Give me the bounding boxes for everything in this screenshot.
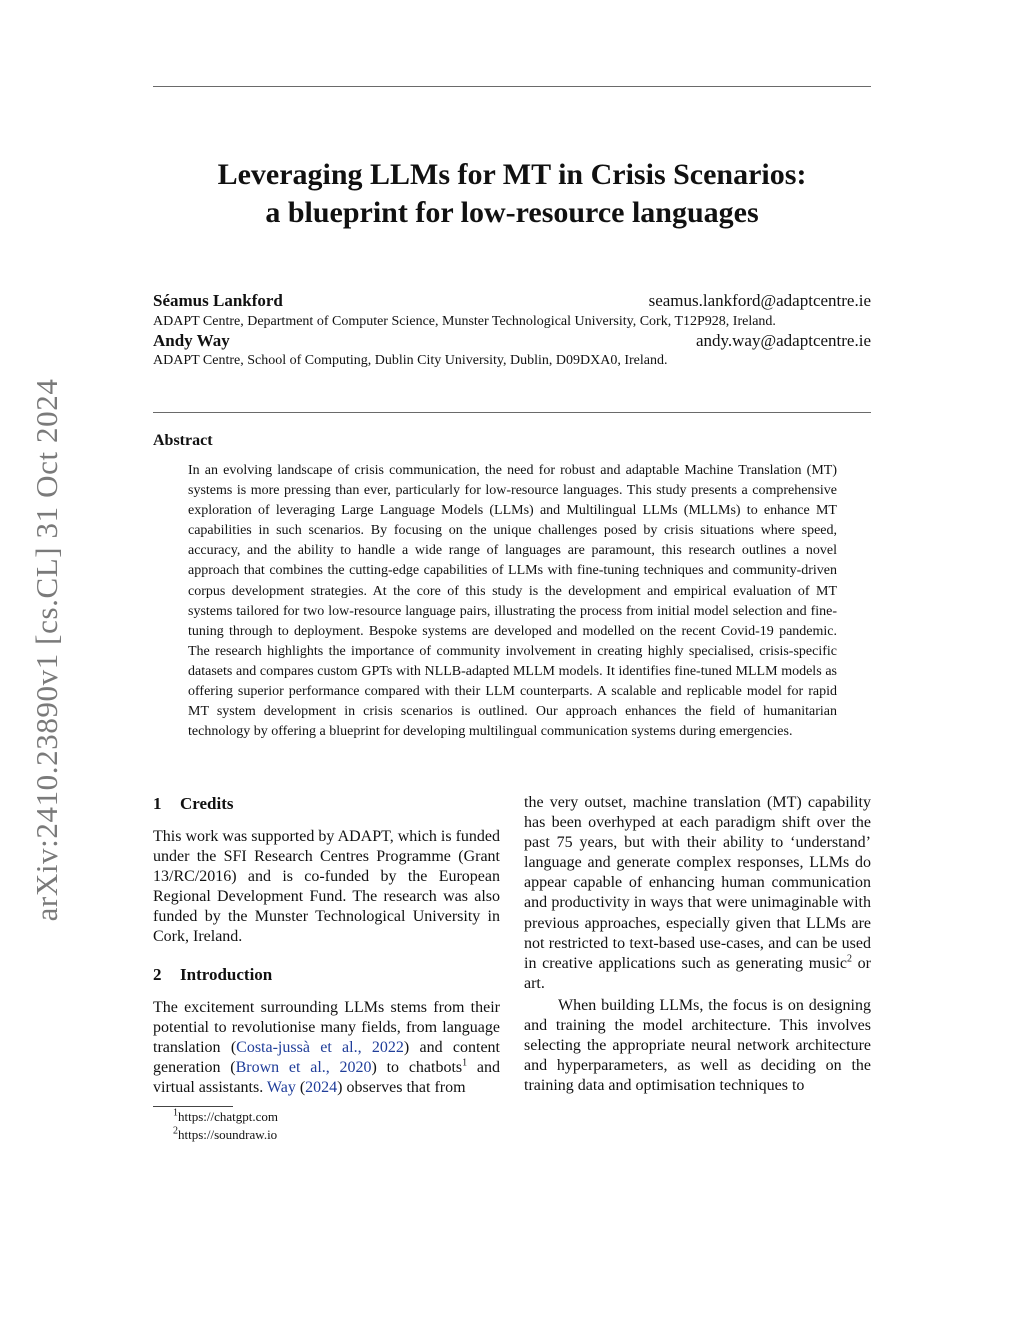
section-heading-credits: [153, 793, 500, 815]
author-email[interactable]: seamus.lankford@adaptcentre.ie: [648, 291, 871, 310]
footnote-mark: 1: [173, 1107, 178, 1119]
intro-paragraph-1: The excitement surrounding LLMs stems from their potential to revolutionise many fields, from language translation (Costa-jussà et al., 2022) and content generation (Brown et al., 2020) to chatbots$^1$ and virtual assistants. Way (2024) observes that from: [153, 998, 500, 1096]
citation-link[interactable]: Way: [266, 1078, 296, 1096]
author-name: Séamus Lankford: [153, 291, 283, 310]
footnote-url[interactable]: https://soundraw.io: [178, 1127, 278, 1142]
arxiv-side-stamp: arXiv:2410.23890v1 [cs.CL] 31 Oct 2024: [29, 378, 64, 922]
footnote-mark: 2: [173, 1125, 178, 1137]
paper-title: [153, 156, 871, 232]
top-rule: [153, 86, 871, 87]
header-rule: [153, 412, 871, 413]
left-column: [153, 793, 500, 1098]
right-column: [524, 793, 871, 1096]
author-row-1: [153, 291, 871, 311]
footnote-url[interactable]: https://chatgpt.com: [178, 1109, 279, 1124]
section-title: Credits: [180, 794, 234, 813]
footnote-marker[interactable]: 1: [462, 1057, 468, 1069]
author-affiliation: ADAPT Centre, Department of Computer Science, Munster Technological University, Cork, T12P928, Ireland.: [153, 314, 776, 329]
title-line-1: Leveraging LLMs for MT in Crisis Scenarios:: [217, 158, 807, 191]
section-number: 2: [153, 964, 162, 984]
intro-paragraph-1-continued: the very outset, machine translation (MT) capability has been overhyped at each paradigm shift over the past 75 years, but with their ability to ‘understand’ language and generate complex responses, LLMs do appear capable of enhancing human communication and productivity in ways that were unimaginable with previous approaches, especially given that LLMs are not restricted to text-based use-cases, and can be used in creative applications such as generating music$^2$ or art.: [524, 794, 872, 992]
citation-link[interactable]: Costa-jussà et al., 2022: [236, 1038, 404, 1056]
citation-link[interactable]: 2024: [305, 1078, 338, 1096]
author-name: Andy Way: [153, 331, 230, 350]
section-title: Introduction: [180, 964, 273, 984]
author-email[interactable]: andy.way@adaptcentre.ie: [695, 331, 871, 350]
footnote-marker[interactable]: 2: [846, 953, 852, 965]
intro-paragraph-2: When building LLMs, the focus is on designing and training the model architecture. This involves selecting the appropriate neural network architecture and hyperparameters, as well as deciding on the training data and optimisation techniques to: [524, 996, 871, 1095]
author-row-2: [153, 331, 871, 351]
title-line-2: a blueprint for low-resource languages: [265, 196, 759, 229]
author-affiliation: ADAPT Centre, School of Computing, Dublin City University, Dublin, D09DXA0, Ireland.: [153, 353, 668, 368]
footnote-rule: [153, 1106, 233, 1107]
citation-link[interactable]: Brown et al., 2020: [235, 1058, 372, 1076]
footnote: [173, 1109, 278, 1125]
section-number: 1: [153, 794, 162, 813]
credits-paragraph: This work was supported by ADAPT, which is funded under the SFI Research Centres Programme (Grant 13/RC/2016) and is co-funded by the European Regional Development Fund. The research was also funded by the Munster Technological University in Cork, Ireland.: [153, 828, 500, 946]
abstract-body: In an evolving landscape of crisis communication, the need for robust and adaptable Machine Translation (MT) systems is more pressing than ever, particularly for low-resource languages. This study presents a comprehensive exploration of leveraging Large Language Models (LLMs) and Multilingual LLMs (MLLMs) to enhance MT capabilities in such scenarios. By focusing on the unique challenges posed by crisis situations where speed, accuracy, and the ability to handle a wide range of languages are paramount, this research outlines a novel approach that combines the cutting-edge capabilities of LLMs with fine-tuning techniques and community-driven corpus development strategies. At the core of this study is the development and empirical evaluation of MT systems tailored for two low-resource language pairs, illustrating the process from initial model selection and fine-tuning through to deployment. Bespoke systems are developed and modelled on the recent Covid-19 pandemic. The research highlights the importance of community involvement in creating highly specialised, crisis-specific datasets and compares custom GPTs with NLLB-adapted MLLM models. It identifies fine-tuned MLLM models as offering superior performance compared with their LLM counterparts. A scalable and replicable model for rapid MT system development in crisis scenarios is outlined. Our approach enhances the field of humanitarian technology by offering a blueprint for developing multilingual communication systems during emergencies.: [188, 463, 837, 740]
footnote: [173, 1127, 277, 1143]
abstract-heading: Abstract: [153, 432, 213, 449]
section-heading-introduction: [153, 964, 500, 986]
